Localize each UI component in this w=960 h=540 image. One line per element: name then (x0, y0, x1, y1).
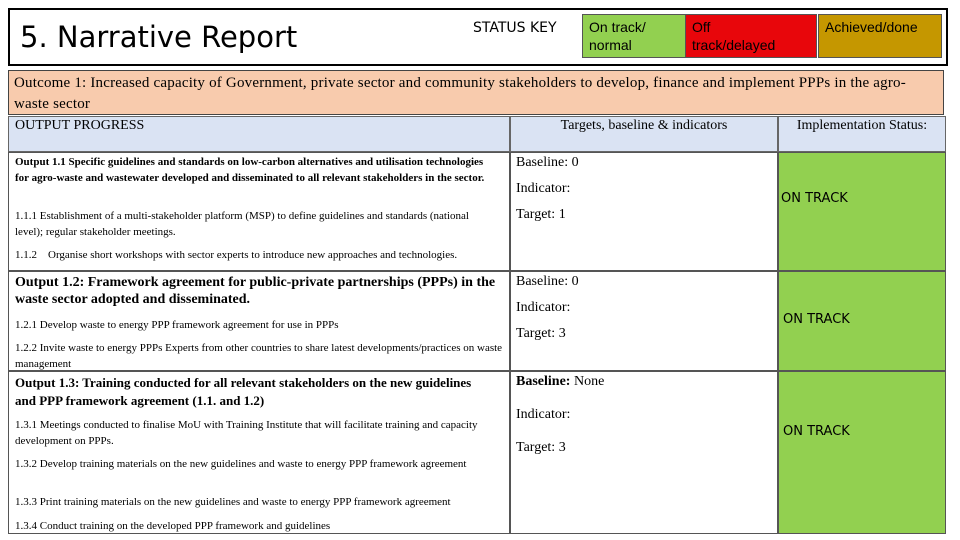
targets-2-cell (510, 271, 778, 371)
outcome-banner: Outcome 1: Increased capacity of Government, private sector and community stakeholders to develop, finance and implement PPPs in the agro-waste sector (8, 70, 944, 115)
key-off-track: Off track/delayed (685, 14, 817, 58)
target-3: Target: 3 (516, 440, 566, 455)
key-achieved: Achieved/done (818, 14, 942, 58)
output-1-title: Output 1.1 Specific guidelines and standards on low-carbon alternatives and utilisation technologies for agro-waste and wastewater developed and disseminated to all relevant stakeholders in the sector. (15, 156, 485, 184)
targets-3-cell (510, 371, 778, 534)
status-2-cell (778, 271, 946, 371)
indicator-1: Indicator: (516, 181, 571, 196)
output-2-title: Output 1.2: Framework agreement for public-private partnerships (PPPs) in the waste sector adopted and disseminated. (15, 275, 496, 307)
activity-1-3-4: 1.3.4 Conduct training on the developed PPP framework and guidelines (15, 520, 331, 532)
target-2: Target: 3 (516, 326, 566, 341)
status-1: ON TRACK (781, 191, 848, 206)
status-3: ON TRACK (783, 424, 850, 439)
status-1-cell (778, 152, 946, 271)
target-1: Target: 1 (516, 207, 566, 222)
page-title: 5. Narrative Report (20, 20, 298, 54)
status-2: ON TRACK (783, 312, 850, 327)
status-key-label: STATUS KEY (473, 20, 557, 36)
output-3-title: Output 1.3: Training conducted for all relevant stakeholders on the new guidelines and PPP framework agreement (1.1. and 1.2) (15, 375, 472, 408)
activity-1-1-2: 1.1.2 Organise short workshops with sector experts to introduce new approaches and technologies. (15, 249, 458, 261)
key-on-track: On track/ normal (582, 14, 687, 58)
baseline-3 (516, 374, 604, 390)
activity-1-3-1: 1.3.1 Meetings conducted to finalise MoU with Training Institute that will facilitate training and capacity development on PPPs. (15, 419, 478, 447)
baseline-1: Baseline: 0 (516, 155, 579, 170)
indicator-2: Indicator: (516, 300, 571, 315)
col-output-progress: OUTPUT PROGRESS (8, 116, 510, 152)
header-bar (8, 8, 948, 66)
activity-1-2-2: 1.2.2 Invite waste to energy PPPs Experts from other countries to share latest developments/practices on waste management (15, 342, 503, 370)
activity-1-3-2: 1.3.2 Develop training materials on the new guidelines and waste to energy PPP framework agreement (15, 458, 467, 470)
baseline-3-label: Baseline: (516, 374, 571, 389)
targets-1-cell (510, 152, 778, 271)
indicator-3: Indicator: (516, 407, 571, 422)
col-implementation-status: Implementation Status: (778, 116, 946, 152)
activity-1-2-1: 1.2.1 Develop waste to energy PPP framework agreement for use in PPPs (15, 319, 339, 331)
output-3-cell (8, 371, 510, 534)
col-targets: Targets, baseline & indicators (510, 116, 778, 152)
output-2-cell (8, 271, 510, 371)
activity-1-1-1: 1.1.1 Establishment of a multi-stakeholder platform (MSP) to define guidelines and standards (national level); regular stakeholder meetings. (15, 210, 469, 238)
output-1-cell (8, 152, 510, 271)
status-3-cell (778, 371, 946, 534)
baseline-2: Baseline: 0 (516, 274, 579, 289)
baseline-3-value: None (570, 374, 605, 389)
activity-1-3-3: 1.3.3 Print training materials on the new guidelines and waste to energy PPP framework agreement (15, 496, 451, 508)
